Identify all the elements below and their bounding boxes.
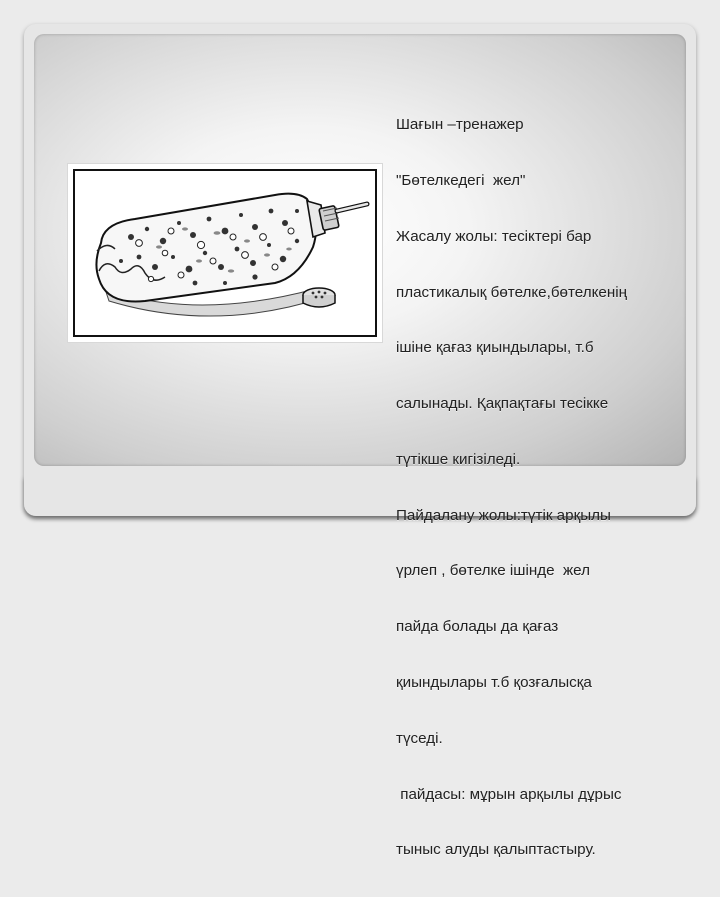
- text-line: пайда болады да қағаз: [396, 618, 559, 636]
- text-line: түседі.: [396, 729, 443, 747]
- bottle-with-paper-pieces-icon: [75, 171, 375, 335]
- text-line: ішіне қағаз қиындылары, т.б: [396, 339, 594, 357]
- text-line: түтікше кигізіледі.: [396, 450, 521, 468]
- text-line: қиындылары т.б қозғалысқа: [396, 674, 592, 691]
- text-line: пластикалық бөтелке,бөтелкенің: [396, 283, 627, 301]
- text-line: Пайдалану жолы:түтік арқылы: [396, 506, 611, 524]
- bottle-illustration: [67, 163, 383, 343]
- text-line: тыныс алуды қалыптастыру.: [396, 841, 596, 859]
- illustration-frame: [73, 169, 377, 337]
- slide-description-text: [396, 79, 680, 897]
- text-line-subtitle: "Бөтелкедегі жел": [396, 171, 526, 189]
- text-line: Жасалу жолы: тесіктері бар: [396, 227, 592, 245]
- text-line: салынады. Қақпақтағы тесікке: [396, 395, 609, 413]
- text-line: үрлеп , бөтелке ішінде жел: [396, 562, 590, 580]
- text-line: пайдасы: мұрын арқылы дұрыс: [396, 785, 622, 803]
- text-line-title: Шағын –тренажер: [396, 116, 524, 134]
